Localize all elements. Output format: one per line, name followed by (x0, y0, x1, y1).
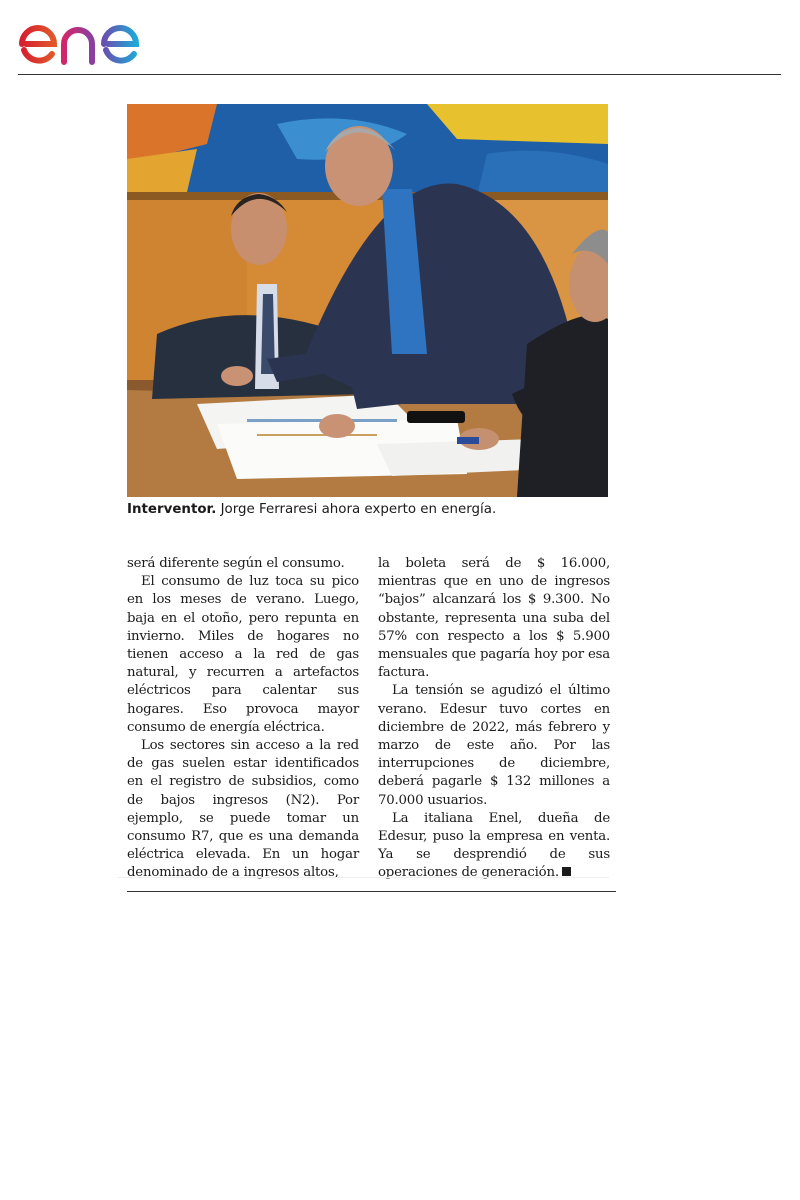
paragraph: La tensión se agudizó el último verano. Edesur tuvo cortes en diciembre de 2022, más febrero y marzo de este año. Por las interrupciones de diciembre, deberá pagarle $ 132 millones a 70.000 usuarios. (378, 683, 610, 808)
faint-divider (117, 877, 609, 878)
footer-divider (127, 891, 616, 892)
paragraph: la boleta será de $ 16.000, mientras que en uno de ingresos “bajos” alcanzará los $ 9.300. No obstante, representa una suba del 57% con respecto a los $ 5.900 mensuales que pagaría hoy por esa factura. (378, 556, 610, 681)
paragraph: será diferente según el consumo. (127, 556, 345, 571)
end-of-article-mark (562, 867, 571, 876)
paragraph: Los sectores sin acceso a la red de gas suelen estar identificados en el registro de subsidios, como de bajos ingresos (N2). Por ejemplo, se puede tomar un consumo R7, que es una demanda eléctrica elevada. En un hogar denominado de a ingresos altos, (127, 738, 359, 881)
enel-logo (18, 4, 183, 68)
caption-lead: Interventor. (127, 502, 217, 517)
paragraph: El consumo de luz toca su pico en los meses de verano. Luego, baja en el otoño, pero repunta en invierno. Miles de hogares no tienen acceso a la red de gas natural, y recurren a artefactos eléctricos para calentar sus hogares. Eso provoca mayor consumo de energía eléctrica. (127, 574, 359, 735)
paragraph (378, 810, 610, 883)
article-column-right (378, 555, 610, 883)
article-column-left (127, 555, 359, 883)
header-divider (18, 74, 781, 75)
meeting-photo-image (127, 104, 608, 497)
caption-text: Jorge Ferraresi ahora experto en energía. (216, 502, 497, 517)
paragraph-text: La italiana Enel, dueña de Edesur, puso la empresa en venta. Ya se desprendió de sus operaciones de generación. (378, 810, 610, 881)
article-photo (127, 104, 608, 497)
photo-caption (127, 500, 617, 520)
